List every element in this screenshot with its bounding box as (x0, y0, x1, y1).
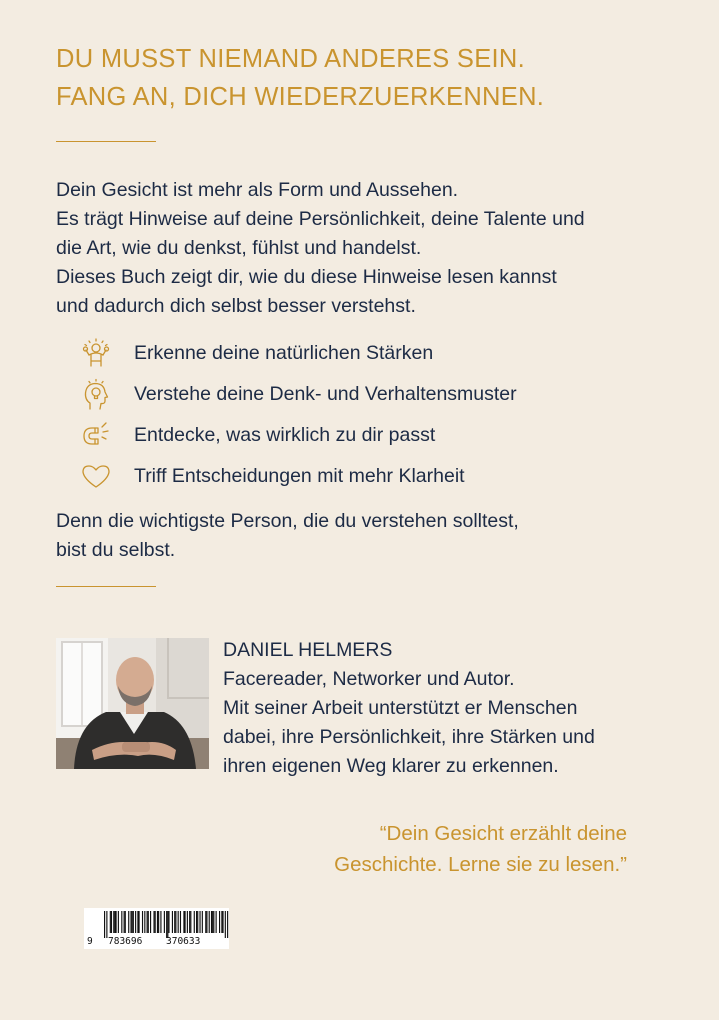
barcode-bar (209, 911, 210, 933)
barcode-bar (187, 911, 188, 933)
barcode-bars (84, 908, 229, 938)
barcode-bar (133, 911, 134, 933)
intro-text (56, 176, 585, 321)
barcode-bar (206, 911, 207, 933)
barcode-bar (147, 911, 148, 933)
barcode-bar (183, 911, 184, 933)
barcode-bar (216, 911, 217, 933)
feature-item (78, 456, 517, 497)
head-lightbulb-icon (78, 377, 114, 413)
barcode-bar (212, 911, 213, 933)
heart-icon (78, 459, 114, 495)
author-line: ihren eigenen Weg klarer zu erkennen. (223, 755, 559, 777)
author-portrait (56, 638, 209, 769)
quote-line-1: “Dein Gesicht erzählt deine (379, 822, 627, 845)
magnet-icon (78, 418, 114, 454)
divider-rule (56, 586, 156, 587)
author-line: Facereader, Networker und Autor. (223, 668, 515, 690)
barcode-bar (185, 911, 186, 933)
closing-line: bist du selbst. (56, 539, 176, 561)
feature-item (78, 374, 517, 415)
feature-label: Entdecke, was wirklich zu dir passt (134, 424, 436, 446)
closing-text (56, 507, 519, 565)
barcode-bar (106, 911, 107, 938)
feature-item (78, 415, 517, 456)
barcode-bar (180, 911, 181, 933)
barcode-bar (124, 911, 125, 933)
author-bio (223, 636, 595, 781)
quote-line-2: Geschichte. Lerne sie zu lesen.” (334, 853, 627, 876)
barcode-bar (213, 911, 214, 933)
feature-label: Erkenne deine natürlichen Stärken (134, 342, 434, 364)
barcode-bar (132, 911, 133, 933)
barcode-bar (118, 911, 119, 933)
barcode-bar (205, 911, 206, 933)
feature-label: Verstehe deine Denk- und Verhaltensmuster (134, 383, 517, 405)
barcode-bar (196, 911, 197, 933)
barcode-bar (125, 911, 126, 933)
barcode-bar (113, 911, 114, 933)
barcode-bar (199, 911, 200, 933)
barcode-bar (116, 911, 117, 933)
barcode-bar (135, 911, 136, 933)
barcode-bar (139, 911, 140, 933)
feature-item (78, 333, 517, 374)
barcode-bar (150, 911, 151, 933)
barcode-bar (104, 911, 105, 938)
barcode-bar (168, 911, 169, 933)
feature-list (78, 333, 517, 497)
barcode-bar (160, 911, 161, 933)
headline-line-1: DU MUSST NIEMAND ANDERES SEIN. (56, 45, 526, 73)
barcode-first-digit: 9 (87, 936, 93, 947)
barcode-bar (221, 911, 222, 933)
author-name: DANIEL HELMERS (223, 639, 393, 661)
barcode-bar (111, 911, 112, 933)
barcode-bar (128, 911, 129, 933)
intro-line: Dein Gesicht ist mehr als Form und Aussehen. (56, 179, 459, 201)
intro-line: Dieses Buch zeigt dir, wie du diese Hinweise lesen kannst (56, 266, 557, 288)
intro-line: Es trägt Hinweise auf deine Persönlichkeit, deine Talente und (56, 208, 585, 230)
barcode-bar (211, 911, 212, 933)
barcode-bar (178, 911, 179, 933)
barcode-bar (202, 911, 203, 933)
barcode-bar (153, 911, 154, 933)
intro-line: die Art, wie du denkst, fühlst und handelst. (56, 237, 422, 259)
isbn-barcode (84, 908, 229, 949)
barcode-bar (148, 911, 149, 933)
barcode-bar (157, 911, 158, 933)
quote (334, 818, 627, 880)
headline (56, 40, 544, 116)
barcode-bar (130, 911, 131, 933)
strength-figure-icon (78, 336, 114, 372)
divider-rule (56, 141, 156, 142)
barcode-bar (194, 911, 195, 933)
barcode-bar (155, 911, 156, 933)
barcode-group-1: 783696 (108, 936, 143, 947)
barcode-bar (189, 911, 190, 933)
barcode-bar (175, 911, 176, 933)
intro-line: und dadurch dich selbst besser verstehst. (56, 295, 416, 317)
barcode-bar (225, 911, 226, 938)
barcode-bar (227, 911, 228, 938)
barcode-bar (158, 911, 159, 933)
barcode-bar (222, 911, 223, 933)
barcode-bar (166, 911, 167, 938)
barcode-bar (174, 911, 175, 933)
barcode-bar (114, 911, 115, 933)
barcode-bar (172, 911, 173, 933)
barcode-bar (197, 911, 198, 933)
barcode-bar (164, 911, 165, 933)
headline-line-2: FANG AN, DICH WIEDERZUERKENNEN. (56, 83, 545, 111)
barcode-bar (110, 911, 111, 933)
barcode-bar (137, 911, 138, 933)
author-line: Mit seiner Arbeit unterstützt er Menschen (223, 697, 578, 719)
feature-label: Triff Entscheidungen mit mehr Klarheit (134, 465, 465, 487)
barcode-bar (144, 911, 145, 933)
barcode-bar (190, 911, 191, 933)
barcode-bar (219, 911, 220, 933)
barcode-bar (142, 911, 143, 933)
author-line: dabei, ihre Persönlichkeit, ihre Stärken und (223, 726, 595, 748)
barcode-group-2: 370633 (166, 936, 201, 947)
barcode-bar (167, 911, 168, 938)
closing-line: Denn die wichtigste Person, die du verstehen solltest, (56, 510, 519, 532)
barcode-bar (121, 911, 122, 933)
